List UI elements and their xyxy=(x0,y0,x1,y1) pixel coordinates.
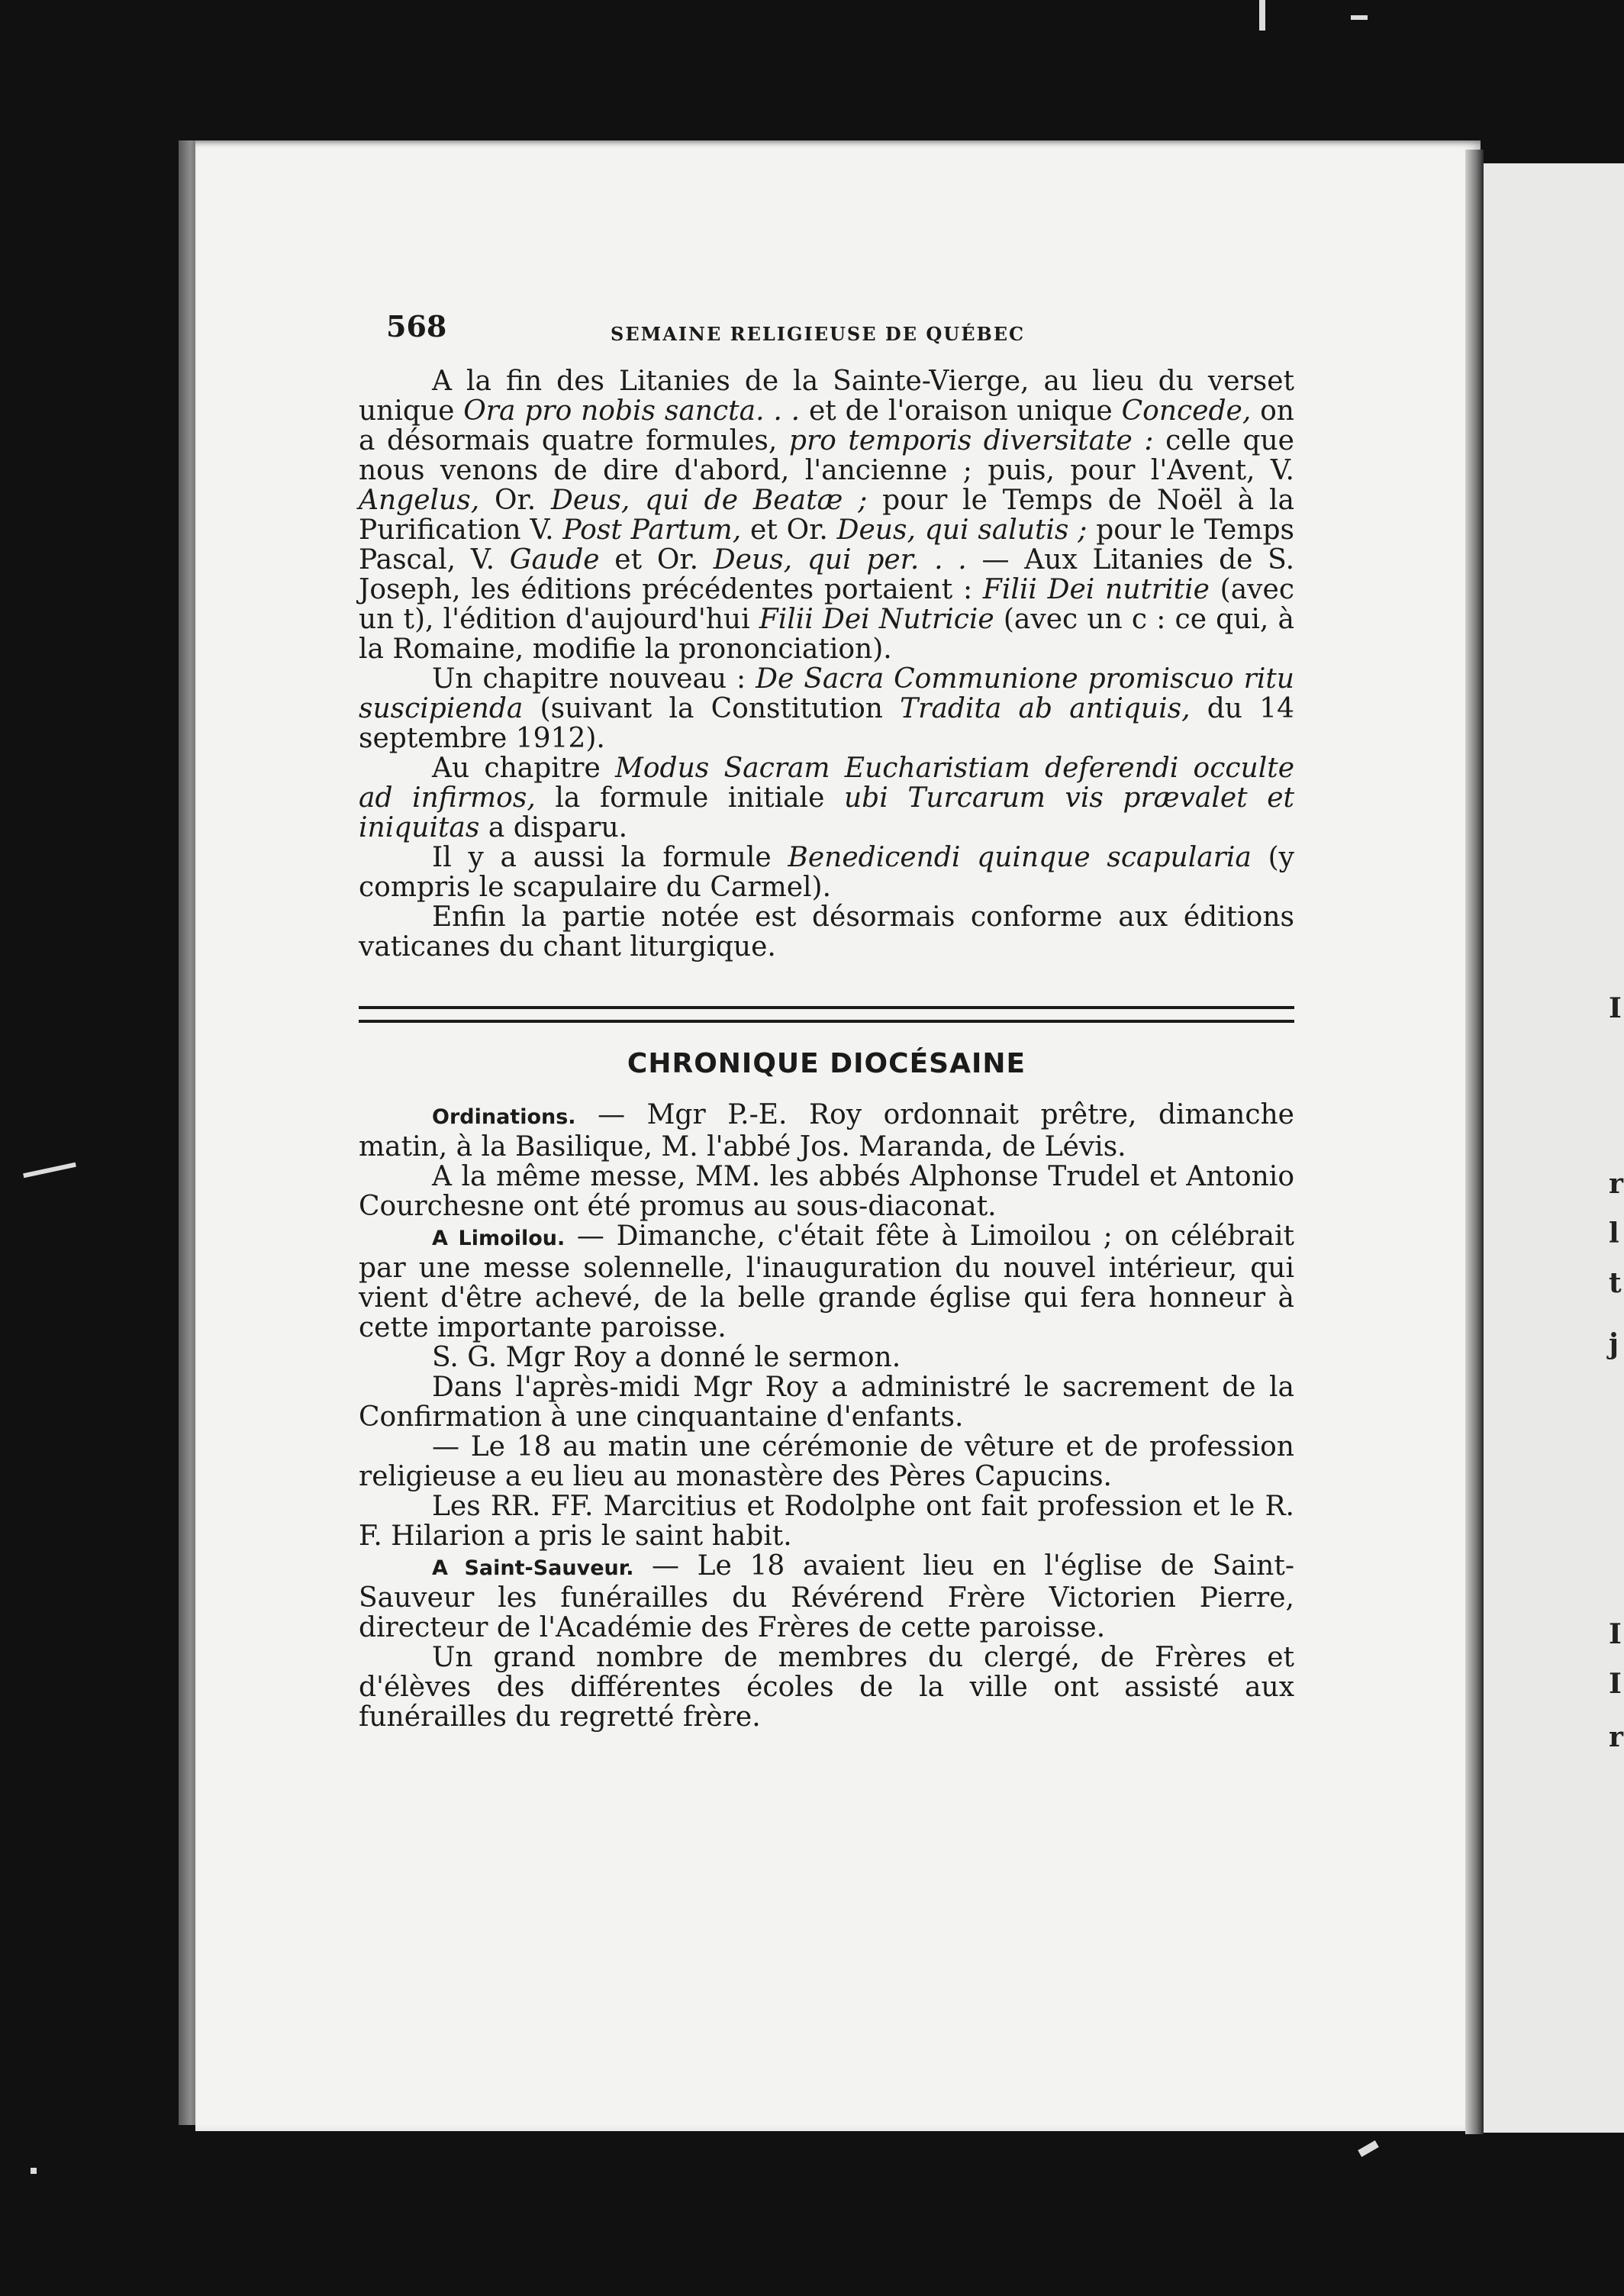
paragraph-text: — Le 18 au matin une cérémonie de vêture et de profession religieuse a eu lieu au monastère des Pères Capucins. xyxy=(359,1431,1294,1492)
body-paragraph xyxy=(359,753,1294,843)
body-paragraph xyxy=(359,843,1294,902)
running-head xyxy=(359,311,1294,357)
text-run: Au chapitre xyxy=(432,753,615,784)
latin-term: Deus, qui de Beatæ ; xyxy=(551,485,868,516)
section-title: CHRONIQUE DIOCÉSAINE xyxy=(627,1048,1026,1079)
text-run: celle que nous venons de dire d'abord, l'ancienne ; puis, pour l'Avent, V. xyxy=(359,425,1294,486)
edge-letter-fragment: j xyxy=(1609,1328,1619,1360)
chronique-paragraph xyxy=(359,1643,1294,1732)
latin-term: Benedicendi quinque scapularia xyxy=(788,842,1252,873)
latin-term: Filii Dei Nutricie xyxy=(759,604,994,635)
text-run: (suivant la Constitution xyxy=(523,693,901,724)
chronique-paragraph xyxy=(359,1432,1294,1491)
body-paragraph xyxy=(359,664,1294,753)
edge-letter-fragment: r xyxy=(1609,1721,1623,1753)
text-run: Un chapitre nouveau : xyxy=(432,663,756,695)
latin-term: Gaude xyxy=(509,544,600,576)
adjacent-page xyxy=(1484,163,1624,2133)
paragraph-text: A la même messe, MM. les abbés Alphonse Trudel et Antonio Courchesne ont été promus au sous-diaconat. xyxy=(359,1161,1294,1222)
text-run: et de l'oraison unique xyxy=(800,395,1122,427)
double-rule-divider xyxy=(359,1006,1294,1023)
text-run: (avec un c : ce qui, à la Romaine, modifie la prononciation). xyxy=(359,604,1294,665)
body-paragraph xyxy=(359,366,1294,664)
edge-letter-fragment: I xyxy=(1609,1668,1622,1700)
text-run: la formule initiale xyxy=(535,782,844,814)
scan-speck xyxy=(1351,15,1368,20)
latin-term: Post Partum, xyxy=(562,514,742,546)
text-run: a disparu. xyxy=(479,812,628,843)
text-run: Or. xyxy=(479,485,552,516)
text-run: Il y a aussi la formule xyxy=(432,842,788,873)
paragraph-text: S. G. Mgr Roy a donné le sermon. xyxy=(432,1342,901,1373)
chronique-paragraph xyxy=(359,1343,1294,1372)
latin-term: Concede, xyxy=(1121,395,1252,427)
latin-term: ubi Turcarum vis prævalet et iniquitas xyxy=(359,782,1294,843)
scan-speck xyxy=(1259,0,1265,31)
paragraph-text: Dans l'après-midi Mgr Roy a administré le sacrement de la Confirmation à une cinquantaine d'enfants. xyxy=(359,1372,1294,1433)
paragraph-text: — Le 18 avaient lieu en l'église de Saint-Sauveur les funérailles du Révérend Frère Victorien Pierre, directeur de l'Académie des Frères de cette paroisse. xyxy=(359,1550,1294,1643)
run-in-heading: A Limoilou. xyxy=(432,1227,566,1250)
run-in-heading: A Saint-Sauveur. xyxy=(432,1556,634,1580)
chronique-paragraph xyxy=(359,1100,1294,1162)
text-run: (y compris le scapulaire du Carmel). xyxy=(359,842,1294,903)
text-run: A la fin des Litanies de la Sainte-Vierge, au lieu du verset unique xyxy=(359,366,1294,427)
litanies-section xyxy=(359,366,1294,962)
edge-letter-fragment: I xyxy=(1609,992,1622,1024)
edge-letter-fragment: r xyxy=(1609,1168,1623,1200)
scan-speck xyxy=(23,1163,76,1178)
text-run: on a désormais quatre formules, xyxy=(359,395,1294,456)
paragraph-text: — Dimanche, c'était fête à Limoilou ; on célébrait par une messe solennelle, l'inauguration du nouvel intérieur, qui vient d'être achevé, de la belle grande église qui fera honneur à cette importante paroisse. xyxy=(359,1221,1294,1343)
latin-term: pro temporis diversitate : xyxy=(788,425,1154,456)
text-run: et Or. xyxy=(599,544,714,576)
scan-speck xyxy=(1358,2140,1379,2157)
run-in-heading: Ordinations. xyxy=(432,1105,576,1129)
chronique-section xyxy=(359,1100,1294,1732)
edge-letter-fragment: t xyxy=(1609,1267,1622,1299)
chronique-paragraph xyxy=(359,1491,1294,1551)
text-run: du 14 septembre 1912). xyxy=(359,693,1294,754)
edge-letter-fragment: I xyxy=(1609,1618,1622,1650)
edge-letter-fragment: l xyxy=(1609,1217,1619,1250)
chronique-paragraph xyxy=(359,1551,1294,1643)
latin-term: Modus Sacram Eucharistiam deferendi occulte ad infirmos, xyxy=(359,753,1295,814)
text-run: (avec un t), l'édition d'aujourd'hui xyxy=(359,574,1294,635)
book-gutter xyxy=(1465,150,1484,2134)
latin-term: Tradita ab antiquis, xyxy=(900,693,1191,724)
latin-term: Ora pro nobis sancta. . . xyxy=(463,395,801,427)
journal-title: SEMAINE RELIGIEUSE DE QUÉBEC xyxy=(611,323,1026,345)
latin-term: De Sacra Communione promiscuo ritu suscipienda xyxy=(359,663,1294,724)
paragraph-text: Les RR. FF. Marcitius et Rodolphe ont fait profession et le R. F. Hilarion a pris le saint habit. xyxy=(359,1491,1294,1552)
latin-term: Filii Dei nutritie xyxy=(982,574,1210,605)
chronique-paragraph xyxy=(359,1162,1294,1221)
text-run: et Or. xyxy=(741,514,837,546)
paragraph-text: Un grand nombre de membres du clergé, de Frères et d'élèves des différentes écoles de la ville ont assisté aux funérailles du regretté frère. xyxy=(359,1642,1294,1733)
chronique-paragraph xyxy=(359,1221,1294,1343)
text-run: pour le Temps Pascal, V. xyxy=(359,514,1294,576)
latin-term: Deus, qui per. . . xyxy=(713,544,967,576)
text-run: — Aux Litanies de S. Joseph, les éditions précédentes portaient : xyxy=(359,544,1295,605)
latin-term: Deus, qui salutis ; xyxy=(836,514,1088,546)
chronique-paragraph xyxy=(359,1372,1294,1432)
body-paragraph xyxy=(359,902,1294,962)
scan-speck xyxy=(31,2168,37,2174)
text-run: Enfin la partie notée est désormais conforme aux éditions vaticanes du chant liturgique. xyxy=(359,901,1294,963)
page-text xyxy=(359,311,1294,1732)
page-number: 568 xyxy=(386,309,447,343)
latin-term: Angelus, xyxy=(359,485,480,516)
text-run: pour le Temps de Noël à la Purification V. xyxy=(359,485,1294,546)
paragraph-text: — Mgr P.-E. Roy ordonnait prêtre, dimanche matin, à la Basilique, M. l'abbé Jos. Maranda, de Lévis. xyxy=(359,1099,1294,1163)
